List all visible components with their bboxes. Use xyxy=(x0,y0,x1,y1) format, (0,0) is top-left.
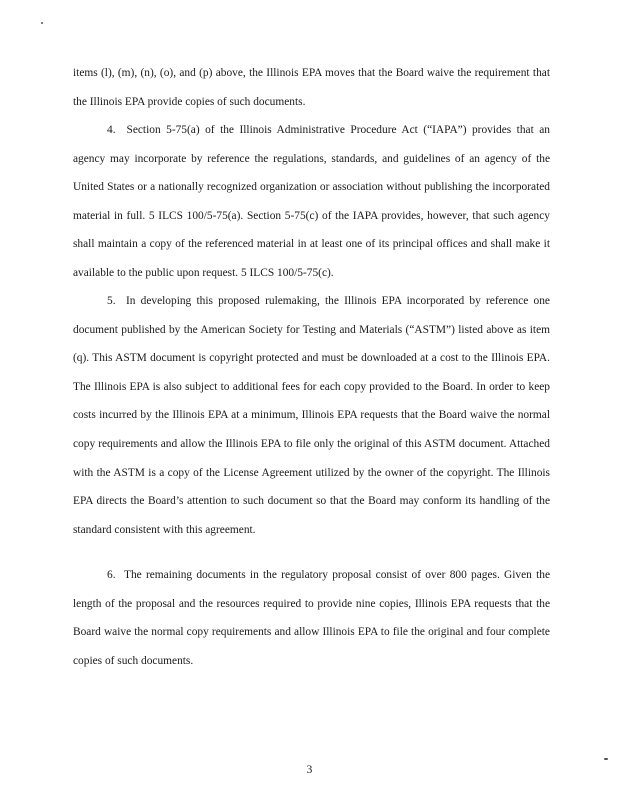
paragraph-6 xyxy=(73,561,550,675)
paragraph-4-number: 4. xyxy=(107,124,116,136)
continued-paragraph-text: items (l), (m), (n), (o), and (p) above, the Illinois EPA moves that the Board waive the requirement that the Illinois EPA provide copies of such documents. xyxy=(73,67,550,108)
paragraph-4-text: Section 5-75(a) of the Illinois Administrative Procedure Act (“IAPA”) provides that an agency may incorporate by reference the regulations, standards, and guidelines of an agency of the United States or a nationally recognized organization or association without publishing the incorporated material in full. 5 ILCS 100/5-75(a). Section 5-75(c) of the IAPA provides, however, that such agency shall maintain a copy of the referenced material in at least one of its principal offices and shall make it available to the public upon request. 5 ILCS 100/5-75(c). xyxy=(73,124,550,279)
scan-speck xyxy=(604,758,608,760)
paragraph-4-body xyxy=(73,116,550,288)
paragraph-6-body xyxy=(73,561,550,675)
paragraph-4 xyxy=(73,116,550,288)
paragraph-5 xyxy=(73,287,550,544)
paragraph-5-body xyxy=(73,287,550,544)
continued-paragraph xyxy=(73,59,550,116)
paragraph-6-number: 6. xyxy=(107,569,116,581)
page-number: 3 xyxy=(306,764,313,776)
paragraph-5-text: In developing this proposed rulemaking, the Illinois EPA incorporated by reference one document published by the American Society for Testing and Materials (“ASTM”) listed above as item (q). This ASTM document is copyright protected and must be downloaded at a cost to the Illinois EPA. The Illinois EPA is also subject to additional fees for each copy provided to the Board. In order to keep costs incurred by the Illinois EPA at a minimum, Illinois EPA requests that the Board waive the normal copy requirements and allow the Illinois EPA to file only the original of this ASTM document. Attached with the ASTM is a copy of the License Agreement utilized by the owner of the copyright. The Illinois EPA directs the Board’s attention to such document so that the Board may conform its handling of the standard consistent with this agreement. xyxy=(73,295,550,536)
paragraph-5-number: 5. xyxy=(107,295,116,307)
scan-speck xyxy=(41,22,43,24)
paragraph-6-text: The remaining documents in the regulatory proposal consist of over 800 pages. Given the length of the proposal and the resources required to provide nine copies, Illinois EPA requests that the Board waive the normal copy requirements and allow Illinois EPA to file the original and four complete copies of such documents. xyxy=(73,569,551,667)
